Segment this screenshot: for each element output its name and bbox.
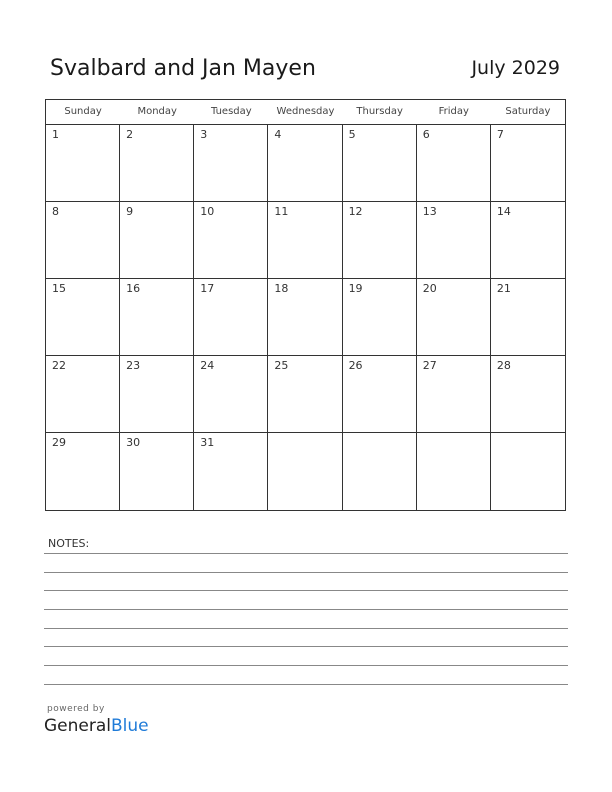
day-cell — [194, 279, 268, 356]
day-number: 17 — [200, 282, 215, 295]
day-number: 18 — [274, 282, 289, 295]
day-cell — [120, 202, 194, 279]
day-number: 30 — [126, 436, 141, 449]
day-cell — [417, 125, 491, 202]
day-cell — [343, 125, 417, 202]
weekday-label: Sunday — [64, 106, 102, 117]
calendar-title: Svalbard and Jan Mayen — [50, 56, 316, 81]
day-cell — [46, 433, 120, 510]
day-cell — [268, 356, 342, 433]
day-number: 16 — [126, 282, 141, 295]
day-number: 14 — [496, 205, 511, 218]
weekday-label: Monday — [137, 106, 177, 117]
day-number: 5 — [348, 128, 356, 141]
day-number: 26 — [348, 359, 363, 372]
day-cell — [46, 356, 120, 433]
weekday-label: Friday — [438, 106, 469, 117]
day-cell — [268, 125, 342, 202]
day-cell — [268, 202, 342, 279]
day-number: 29 — [52, 436, 66, 449]
weekday-label: Thursday — [356, 106, 403, 117]
note-line — [44, 646, 568, 647]
day-number: 20 — [422, 282, 437, 295]
day-grid — [46, 125, 565, 510]
day-cell — [194, 356, 268, 433]
day-cell — [120, 279, 194, 356]
day-cell — [120, 356, 194, 433]
day-cell — [120, 125, 194, 202]
day-cell — [46, 125, 120, 202]
day-cell — [343, 202, 417, 279]
day-cell — [343, 356, 417, 433]
day-cell — [491, 125, 565, 202]
note-line — [44, 572, 568, 573]
day-number: 19 — [348, 282, 363, 295]
day-number: 11 — [274, 205, 289, 218]
day-number: 25 — [274, 359, 289, 372]
day-number: 27 — [422, 359, 437, 372]
day-cell — [194, 125, 268, 202]
day-cell — [491, 356, 565, 433]
day-number: 21 — [496, 282, 511, 295]
day-number: 2 — [126, 128, 134, 141]
day-cell — [417, 202, 491, 279]
note-line — [44, 665, 568, 666]
day-cell — [343, 279, 417, 356]
day-number: 10 — [200, 205, 215, 218]
day-number: 6 — [422, 128, 430, 141]
day-number: 7 — [496, 128, 504, 141]
powered-by-text: powered by — [47, 704, 105, 714]
note-line — [44, 590, 568, 591]
day-cell — [343, 433, 417, 510]
day-cell — [46, 202, 120, 279]
note-line — [44, 553, 568, 554]
day-number: 12 — [348, 205, 363, 218]
day-number: 1 — [52, 128, 59, 141]
day-cell — [46, 279, 120, 356]
day-number: 9 — [126, 205, 134, 218]
day-cell — [491, 279, 565, 356]
note-line — [44, 684, 568, 685]
day-number: 23 — [126, 359, 141, 372]
brand-general: General — [44, 716, 111, 736]
day-cell — [417, 433, 491, 510]
weekday-label: Tuesday — [211, 106, 252, 117]
day-number: 22 — [52, 359, 66, 372]
brand-blue: Blue — [111, 716, 149, 736]
day-cell — [491, 202, 565, 279]
note-line — [44, 628, 568, 629]
day-cell — [417, 356, 491, 433]
day-cell — [491, 433, 565, 510]
day-number: 4 — [274, 128, 282, 141]
calendar-grid — [45, 99, 566, 511]
weekday-label: Wednesday — [276, 106, 335, 117]
day-cell — [120, 433, 194, 510]
day-cell — [268, 433, 342, 510]
day-number: 28 — [496, 359, 511, 372]
day-number: 8 — [52, 205, 59, 218]
calendar-month: July 2029 — [471, 57, 560, 79]
day-cell — [194, 202, 268, 279]
day-number: 3 — [200, 128, 208, 141]
weekday-label: Saturday — [505, 106, 551, 117]
notes-label: NOTES: — [48, 537, 90, 550]
day-number: 24 — [200, 359, 215, 372]
day-number: 31 — [200, 436, 215, 449]
day-number: 15 — [52, 282, 66, 295]
day-number: 13 — [422, 205, 437, 218]
day-cell — [268, 279, 342, 356]
weekday-header-row — [46, 100, 565, 125]
brand-logo[interactable] — [44, 716, 149, 736]
note-line — [44, 609, 568, 610]
day-cell — [417, 279, 491, 356]
day-cell — [194, 433, 268, 510]
